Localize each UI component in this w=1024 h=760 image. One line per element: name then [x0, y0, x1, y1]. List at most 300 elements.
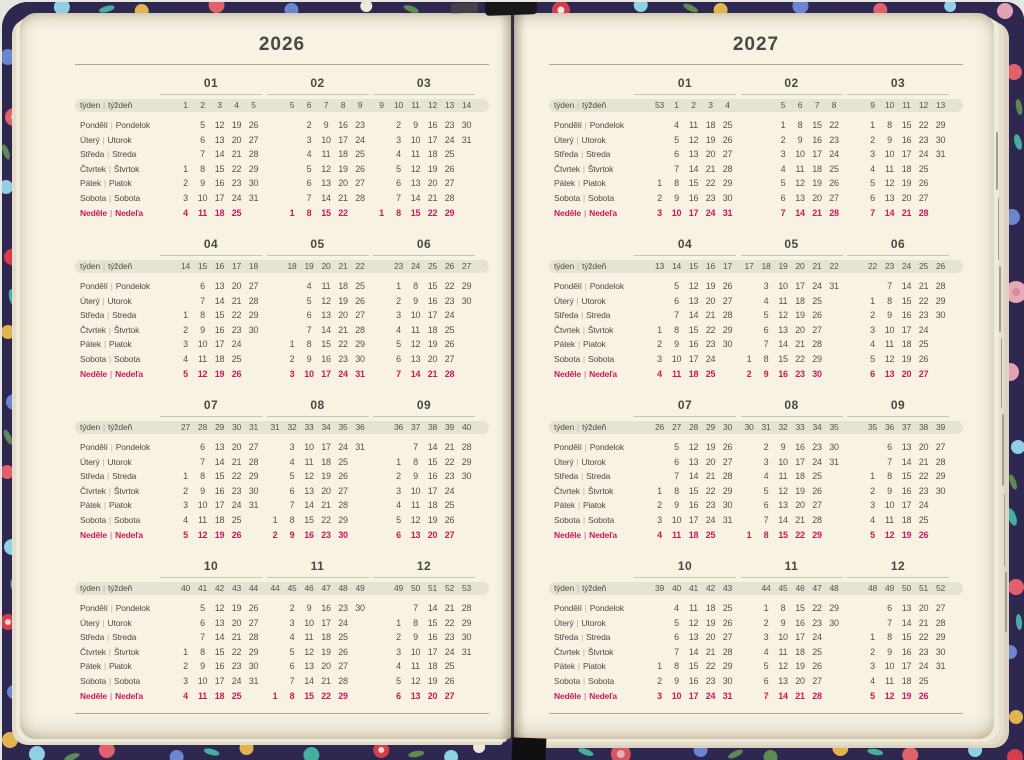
- date-cell: 8: [797, 120, 803, 130]
- date-cell: 30: [248, 661, 259, 672]
- date-cell: 26: [444, 675, 455, 686]
- date-cell: 18: [214, 690, 225, 701]
- label-separator: |: [109, 193, 111, 203]
- month-days: [741, 440, 843, 455]
- day-row: [80, 440, 475, 455]
- diary-book: [2, 2, 1024, 760]
- day-row: [554, 147, 949, 162]
- date-cell: 4: [657, 529, 662, 540]
- month-days: [160, 645, 262, 660]
- date-cell: 22: [231, 646, 242, 657]
- month-label: 04: [203, 237, 219, 251]
- date-cell: 27: [918, 192, 929, 203]
- week-numbers: [847, 260, 949, 273]
- date-cell: 5: [306, 163, 312, 174]
- week-label-sk: týždeň: [107, 583, 133, 593]
- year-title-right: 2027: [732, 34, 780, 55]
- day-name-sk: Streda: [586, 632, 611, 643]
- date-cell: 20: [795, 675, 805, 686]
- month-header-row: [80, 552, 475, 578]
- date-cell: 6: [763, 324, 769, 335]
- date-cell: 21: [795, 339, 805, 350]
- date-cell: 31: [461, 646, 472, 657]
- date-cell: 22: [918, 632, 929, 643]
- date-cell: 24: [444, 485, 455, 496]
- date-cell: [741, 337, 758, 352]
- week-label-sk: týždeň: [107, 100, 133, 110]
- date-cell: 8: [413, 456, 418, 467]
- date-cell: 7: [396, 192, 401, 203]
- date-cell: 7: [200, 456, 205, 467]
- date-cell: 27: [248, 134, 259, 145]
- date-cell: 13: [795, 192, 805, 203]
- month-label: 09: [890, 398, 906, 412]
- week-number: 44: [270, 583, 280, 593]
- date-cell: 8: [289, 514, 295, 525]
- date-cell: [352, 630, 369, 645]
- date-cell: 21: [705, 646, 716, 657]
- date-cell: 18: [427, 149, 438, 160]
- day-label: [554, 484, 634, 499]
- date-cell: 8: [306, 207, 312, 218]
- week-number: 26: [935, 261, 946, 271]
- date-cell: 15: [901, 120, 912, 130]
- date-cell: 26: [918, 353, 929, 364]
- month-label: 12: [890, 559, 906, 573]
- date-cell: 29: [935, 471, 946, 482]
- date-cell: 1: [183, 646, 188, 657]
- date-cell: 30: [461, 295, 472, 306]
- date-cell: 9: [413, 632, 418, 643]
- date-cell: 1: [780, 120, 786, 130]
- date-cell: 3: [396, 485, 401, 496]
- date-cell: 30: [829, 442, 839, 452]
- day-name-cz: Středa: [554, 632, 579, 643]
- month-days: [741, 659, 843, 674]
- day-name-cz: Neděle: [80, 207, 107, 218]
- date-cell: [826, 367, 843, 382]
- week-number-bar: [549, 582, 963, 595]
- date-cell: 2: [870, 646, 875, 657]
- date-cell: 31: [355, 368, 365, 379]
- date-cell: 24: [338, 617, 348, 628]
- date-cell: 6: [396, 690, 401, 701]
- day-name-sk: Pondelok: [115, 603, 150, 613]
- date-cell: 4: [780, 163, 786, 174]
- month-label: 11: [784, 559, 799, 573]
- date-cell: 8: [763, 353, 769, 364]
- day-name-cz: Středa: [80, 149, 105, 160]
- date-cell: 29: [935, 120, 946, 130]
- date-cell: 11: [778, 295, 788, 306]
- date-cell: 28: [722, 310, 733, 321]
- date-cell: [826, 528, 843, 543]
- date-cell: 28: [444, 192, 455, 203]
- day-label: [554, 469, 634, 484]
- day-name-cz: Pátek: [554, 178, 575, 189]
- date-cell: 13: [688, 632, 699, 643]
- date-cell: 4: [763, 646, 769, 657]
- date-cell: 19: [231, 120, 242, 130]
- date-cell: 23: [231, 485, 242, 496]
- page-tab-cut: [1004, 494, 1006, 566]
- month-label: 09: [416, 398, 432, 412]
- date-cell: 12: [214, 603, 225, 613]
- week-numbers: [634, 582, 736, 595]
- month-days: [847, 616, 949, 631]
- date-cell: 16: [214, 485, 225, 496]
- week-number: 48: [338, 583, 348, 593]
- date-cell: 6: [289, 485, 295, 496]
- month-days: [634, 630, 736, 645]
- date-cell: 2: [870, 310, 875, 321]
- date-cell: 18: [705, 603, 716, 613]
- date-cell: 25: [355, 149, 365, 160]
- month-days: [160, 630, 262, 645]
- date-cell: 30: [461, 632, 472, 643]
- date-cell: 5: [870, 353, 875, 364]
- date-cell: 26: [812, 485, 822, 496]
- week-number: 21: [812, 261, 822, 271]
- month-days: [847, 118, 949, 133]
- week-row-label: [80, 582, 160, 595]
- date-cell: 16: [427, 471, 438, 482]
- date-cell: [284, 176, 301, 191]
- date-cell: 10: [304, 617, 314, 628]
- date-cell: 21: [918, 281, 929, 291]
- date-cell: 19: [795, 661, 805, 672]
- date-cell: 17: [901, 661, 912, 672]
- label-separator: |: [581, 311, 584, 321]
- month-days: [373, 367, 475, 382]
- date-cell: 5: [200, 120, 205, 130]
- date-cell: 5: [674, 281, 679, 291]
- date-cell: 24: [705, 514, 716, 525]
- date-cell: 28: [935, 617, 946, 628]
- month-days: [634, 601, 736, 616]
- week-number: 26: [444, 261, 455, 271]
- week-label-cz: týden: [80, 583, 101, 593]
- month-days: [741, 455, 843, 470]
- date-cell: 18: [427, 324, 438, 335]
- month-days: [634, 484, 736, 499]
- date-cell: 28: [338, 675, 348, 686]
- week-number-bar: [75, 99, 489, 112]
- date-cell: 7: [306, 192, 312, 203]
- day-name-cz: Pátek: [80, 500, 101, 511]
- date-cell: 28: [829, 207, 839, 218]
- date-cell: 17: [214, 500, 225, 511]
- date-cell: 31: [722, 207, 733, 218]
- date-cell: 5: [183, 368, 188, 379]
- date-cell: 1: [183, 471, 188, 482]
- date-cell: [352, 645, 369, 660]
- date-cell: 9: [200, 178, 205, 189]
- day-row: [554, 674, 949, 689]
- week-number: 50: [901, 583, 912, 593]
- date-cell: 14: [778, 514, 788, 525]
- month-days: [847, 352, 949, 367]
- week-number: 17: [744, 261, 754, 271]
- date-cell: 10: [410, 310, 421, 321]
- date-cell: [932, 689, 949, 704]
- week-number: 35: [829, 422, 839, 432]
- date-cell: [245, 337, 262, 352]
- date-cell: [245, 352, 262, 367]
- date-cell: 6: [396, 529, 401, 540]
- month-days: [373, 440, 475, 455]
- week-number: 8: [831, 100, 837, 110]
- month-days: [373, 674, 475, 689]
- date-cell: [373, 176, 390, 191]
- date-cell: 19: [901, 529, 912, 540]
- week-number: 18: [287, 261, 297, 271]
- date-cell: 19: [427, 339, 438, 350]
- date-cell: [932, 674, 949, 689]
- week-number: 1: [674, 100, 679, 110]
- month-days: [373, 498, 475, 513]
- date-cell: 7: [674, 163, 679, 174]
- date-cell: [826, 323, 843, 338]
- date-cell: 28: [812, 690, 822, 701]
- date-cell: 10: [197, 675, 208, 686]
- date-cell: 23: [705, 339, 716, 350]
- week-numbers: [741, 421, 843, 434]
- day-row: [80, 630, 475, 645]
- sunday-row: [80, 528, 475, 543]
- date-cell: [651, 630, 668, 645]
- date-cell: 23: [338, 603, 348, 613]
- week-number: 31: [270, 422, 280, 432]
- date-cell: 18: [795, 471, 805, 482]
- month-days: [847, 147, 949, 162]
- date-cell: 3: [289, 617, 295, 628]
- label-separator: |: [582, 486, 585, 496]
- day-name-cz: Pondělí: [80, 603, 108, 613]
- date-cell: 28: [918, 207, 929, 218]
- month-days: [267, 498, 369, 513]
- day-row: [80, 162, 475, 177]
- date-cell: 8: [413, 281, 418, 291]
- date-cell: 12: [688, 617, 699, 628]
- day-name-sk: Streda: [586, 310, 611, 321]
- month-days: [741, 323, 843, 338]
- month-header-row: [554, 391, 949, 417]
- date-cell: 25: [812, 646, 822, 657]
- day-label: [80, 337, 160, 352]
- label-separator: |: [107, 150, 110, 160]
- date-cell: 9: [306, 353, 312, 364]
- date-cell: 2: [657, 675, 662, 686]
- day-row: [554, 455, 949, 470]
- month-days: [373, 469, 475, 484]
- date-cell: 3: [306, 134, 312, 145]
- title-rule-left: [75, 64, 489, 65]
- date-cell: 5: [780, 178, 786, 189]
- week-number: 23: [393, 261, 404, 271]
- date-cell: 25: [918, 163, 929, 174]
- day-name-sk: Štvrtok: [113, 485, 140, 496]
- day-name-cz: Úterý: [80, 295, 100, 306]
- date-cell: 15: [778, 353, 788, 364]
- week-number: 3: [217, 100, 222, 110]
- date-cell: 22: [918, 295, 929, 306]
- date-cell: [932, 191, 949, 206]
- month-label: 10: [203, 559, 219, 573]
- date-cell: 16: [321, 603, 331, 613]
- day-row: [80, 645, 475, 660]
- date-cell: 22: [321, 514, 331, 525]
- date-cell: [651, 162, 668, 177]
- day-name-cz: Středa: [80, 471, 105, 482]
- day-name-sk: Piatok: [108, 661, 132, 672]
- date-cell: 31: [461, 134, 472, 145]
- date-cell: 27: [935, 603, 946, 613]
- date-cell: 17: [427, 134, 438, 145]
- day-name-cz: Středa: [554, 310, 579, 321]
- date-cell: 4: [183, 514, 188, 525]
- date-cell: 20: [427, 353, 438, 364]
- date-cell: 10: [304, 442, 314, 452]
- date-cell: 24: [231, 500, 242, 511]
- week-number: 49: [393, 583, 404, 593]
- date-cell: 30: [338, 529, 348, 540]
- month-days: [741, 162, 843, 177]
- date-cell: 2: [183, 485, 188, 496]
- date-cell: 4: [396, 324, 401, 335]
- day-name-sk: Sobota: [587, 514, 615, 525]
- date-cell: 26: [812, 661, 822, 672]
- week-numbers: [741, 260, 843, 273]
- date-cell: 11: [304, 456, 314, 467]
- date-cell: 11: [795, 163, 805, 174]
- label-separator: |: [577, 423, 579, 432]
- date-cell: [352, 674, 369, 689]
- day-name-sk: Pondelok: [115, 281, 150, 291]
- date-cell: 15: [901, 471, 912, 482]
- week-number: 26: [654, 422, 665, 432]
- day-name-sk: Nedeľa: [115, 368, 143, 379]
- day-name-sk: Sobota: [587, 192, 615, 203]
- date-cell: [373, 147, 390, 162]
- month-days: [741, 279, 843, 294]
- date-cell: 9: [763, 368, 769, 379]
- date-cell: 17: [688, 514, 699, 525]
- day-row: [80, 176, 475, 191]
- date-cell: 8: [887, 471, 892, 482]
- date-cell: 27: [444, 690, 455, 701]
- day-name-sk: Streda: [112, 310, 137, 321]
- month-days: [160, 498, 262, 513]
- month-header: [847, 237, 949, 256]
- day-label: [554, 352, 634, 367]
- date-cell: 1: [746, 529, 752, 540]
- date-cell: 1: [396, 617, 401, 628]
- date-cell: 6: [674, 632, 679, 643]
- date-cell: [932, 323, 949, 338]
- day-label: [554, 206, 634, 221]
- date-cell: [932, 176, 949, 191]
- date-cell: 5: [763, 310, 769, 321]
- date-cell: 25: [444, 149, 455, 160]
- date-cell: 11: [304, 632, 314, 643]
- date-cell: [932, 498, 949, 513]
- week-number: 9: [357, 100, 363, 110]
- date-cell: 28: [461, 603, 472, 613]
- date-cell: 2: [396, 632, 401, 643]
- date-cell: 17: [427, 646, 438, 657]
- day-name-cz: Pondělí: [80, 442, 108, 452]
- day-name-cz: Pondělí: [554, 281, 582, 291]
- date-cell: 18: [427, 661, 438, 672]
- date-cell: 9: [887, 134, 892, 145]
- date-cell: 29: [461, 456, 472, 467]
- date-cell: 3: [657, 690, 662, 701]
- date-cell: 23: [444, 295, 455, 306]
- date-cell: 23: [321, 529, 331, 540]
- week-numbers: [160, 260, 262, 273]
- month-days: [160, 191, 262, 206]
- day-row: [554, 323, 949, 338]
- date-cell: 5: [289, 471, 295, 482]
- title-rule-right: [549, 64, 963, 65]
- date-cell: 22: [444, 617, 455, 628]
- date-cell: 29: [722, 661, 733, 672]
- month-days: [373, 294, 475, 309]
- day-name-cz: Středa: [80, 632, 105, 643]
- date-cell: 14: [688, 646, 699, 657]
- calendar-blocks-left: [80, 69, 511, 713]
- elastic-band-top: [485, 2, 537, 16]
- date-cell: 15: [427, 281, 438, 291]
- date-cell: 8: [674, 178, 679, 189]
- day-label: [80, 455, 160, 470]
- day-name-sk: Pondelok: [589, 120, 624, 130]
- month-days: [267, 279, 369, 294]
- date-cell: [284, 308, 301, 323]
- day-name-sk: Streda: [112, 632, 137, 643]
- date-cell: 17: [427, 310, 438, 321]
- date-cell: 3: [870, 661, 875, 672]
- date-cell: 18: [901, 163, 912, 174]
- week-number: 24: [901, 261, 912, 271]
- date-cell: 13: [410, 353, 421, 364]
- month-days: [634, 659, 736, 674]
- date-cell: 7: [289, 675, 295, 686]
- date-cell: 1: [272, 690, 278, 701]
- date-cell: 10: [884, 500, 895, 511]
- day-name-sk: Nedeľa: [589, 529, 617, 540]
- date-cell: 16: [901, 134, 912, 145]
- month-days: [741, 513, 843, 528]
- date-cell: [741, 455, 758, 470]
- date-cell: 3: [396, 646, 401, 657]
- date-cell: 12: [304, 471, 314, 482]
- month-days: [373, 645, 475, 660]
- month-days: [634, 279, 736, 294]
- label-separator: |: [109, 208, 113, 218]
- day-name-sk: Streda: [112, 471, 137, 482]
- day-label: [554, 601, 634, 616]
- date-cell: 27: [722, 295, 733, 306]
- month-label: 03: [416, 76, 432, 90]
- date-cell: 11: [671, 368, 682, 379]
- date-cell: 16: [214, 324, 225, 335]
- date-cell: 2: [870, 485, 875, 496]
- date-cell: 14: [795, 207, 805, 218]
- date-cell: 11: [197, 207, 208, 218]
- date-cell: 8: [674, 485, 679, 496]
